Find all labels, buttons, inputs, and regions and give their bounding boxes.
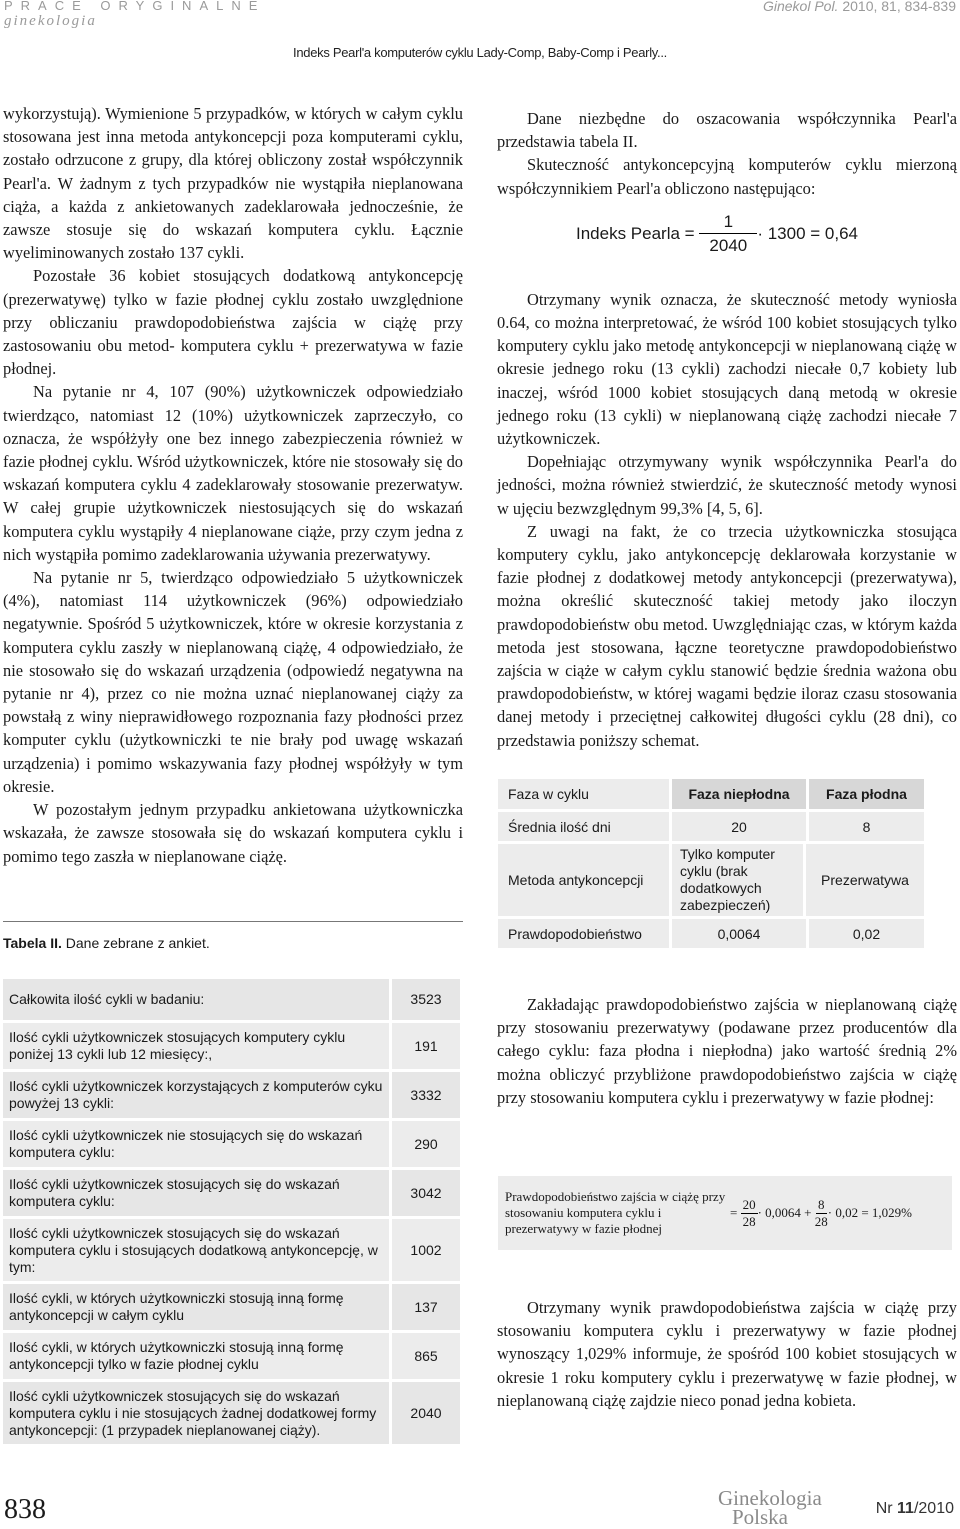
table-row-value: 3332: [389, 1072, 460, 1118]
right-column: [497, 107, 957, 752]
schema-row: [498, 919, 924, 951]
table-divider: [3, 921, 463, 922]
schema-cell: Prawdopodobieństwo: [498, 919, 672, 948]
paragraph: Na pytanie nr 5, twierdząco odpowiedziało 5 użytkowniczek (4%), natomiast 114 użytkowniczek (96%) odpowiedziało negatywnie. Spośród 5 użytkowniczek, które w okresie korzystania z komputera cyklu zaszły w nieplanowaną ciążę, 4 odpowiedziało, że nie stosowało się do wskazań urządzenia (odpowiedź negatywna na pytanie nr 4), przez co nie można uznać nieplanowanej ciąży za powstałą z winy nieprawidłowego rozpoznania fazy płodności przez komputer cyklu (użytkowniczki te nie brały pod uwagę wskazań urządzenia) i pomimo wskazywania fazy płodnej współżyły w tym okresie.: [3, 568, 463, 796]
table-row: [3, 1170, 460, 1219]
paragraph: W pozostałym jednym przypadku ankietowana użytkowniczka wskazała, że zawsze stosowała się do wskazań komputera cyklu i pomimo tego zaszła w nieplanowane ciążę.: [3, 800, 463, 866]
table-row-label: Ilość cykli użytkowniczek stosujących się do wskazań komputera cyklu:: [9, 1176, 340, 1209]
schema-header-row: [498, 779, 924, 812]
schema-header-cell: Faza w cyklu: [498, 779, 672, 809]
paragraph: Z uwagi na fakt, że co trzecia użytkowniczka stosująca komputery cyklu, jako antykoncepcję deklarowała korzystanie w fazie płodnej z dodatkowej metody antykoncepcji (prezerwatywa), można określić skuteczność takiej metody jako iloczyn prawdopodobieństw obu metod. Uwzględniając czas, w którym każda metoda jest stosowana, łączne teoretyczne prawdopodobieństwo zajścia w ciąże w całym cyklu stanowić będzie średnia ważona obu prawdopodobieństw, w której wagami będzie iloraz czasu stosowania danej metody i przeciętnej całkowitej długości cyklu (28 dni), co przedstawia poniższy schemat.: [497, 521, 957, 750]
table-row: [3, 1284, 460, 1333]
table-row-value: 865: [389, 1333, 460, 1379]
issue-number: [876, 1500, 954, 1518]
section-label: PRACE ORYGINALNE: [4, 0, 266, 13]
issue-prefix: Nr: [875, 1500, 898, 1517]
schema-cell: Metoda antykoncepcji: [498, 844, 672, 916]
table-row: [3, 1333, 460, 1382]
table-row-value: 137: [389, 1284, 460, 1330]
table-row: [3, 1382, 460, 1447]
table-row-value: 2040: [389, 1382, 460, 1444]
formula-rhs: · 1300 = 0,64: [757, 224, 858, 244]
logo-line-2: Polska: [732, 1505, 789, 1529]
paragraph: wykorzystują). Wymienione 5 przypadków, w których w całym cyklu stosowana jest inna metoda antykoncepcji poza komputerami cyklu, zostało odrzucone z grupy, dla której obliczony został współczynnik Pearl'a. W żadnym z tych przypadków nie wystąpiła nieplanowana ciąża, a każda z ankietowanych zadeklarowała jednocześnie, że zawsze stosuje się do wskazań komputera cyklu. Łącznie wyeliminowanych zostało 137 cykli.: [3, 104, 463, 263]
schema-cell: 20: [672, 812, 809, 841]
table-row-label: Ilość cykli, w których użytkowniczki stosują inną formę antykoncepcji w całym cyklu: [9, 1290, 344, 1323]
paragraph: Dopełniając otrzymywany wynik współczynnika Pearl'a do jedności, można również stwierdzić, że skuteczność metody wynosi w ujęciu bezwzględnym 99,3% [4, 5, 6].: [497, 452, 957, 518]
schema-cell: Prezerwatywa: [821, 872, 909, 888]
table-row-value: 1002: [389, 1219, 460, 1281]
table-row-value: 3523: [389, 979, 460, 1020]
paragraph: Otrzymany wynik oznacza, że skuteczność metody wyniosła 0.64, co można interpretować, że wśród 100 kobiet stosujących tylko komputery cyklu jako metodę antykoncepcji w nieplanowaną ciążę w okresie jednego roku (13 cykli) zachodzi niecałe 0,7 kobiety lub inaczej, wśród 1000 kobiet stosujących daną metodą w okresie jednego roku (13 cykli) w nieplanowaną ciążę zachodzi niecałe 7 użytkowniczek.: [497, 289, 957, 449]
page-number: 838: [4, 1494, 46, 1525]
table-caption: [3, 935, 210, 951]
logo-line-1: Ginekologia: [718, 1486, 822, 1510]
table-row: [3, 1121, 460, 1170]
journal-label: ginekologia: [4, 13, 97, 29]
schema-cell: Średnia ilość dni: [498, 812, 672, 841]
citation-detail: 2010, 81, 834-839: [838, 0, 956, 14]
schema-cell: 8: [862, 818, 871, 835]
schema-header-cell: Faza płodna: [809, 779, 924, 809]
running-title: Indeks Pearl'a komputerów cyklu Lady-Comp, Baby-Comp i Pearly...: [293, 45, 667, 60]
schema-cell: Tylko komputer cyklu (brak dodatkowych zabezpieczeń): [672, 844, 806, 916]
table-row: [3, 1023, 460, 1072]
formula2-fraction-2: [815, 1197, 828, 1230]
table-row: [3, 1072, 460, 1121]
formula-lhs: Indeks Pearla =: [575, 224, 695, 244]
journal-logo: [718, 1486, 822, 1529]
table-row-label: Ilość cykli, w których użytkowniczki stosują inną formę antykoncepcji tylko w fazie płodnej cyklu: [9, 1339, 344, 1372]
issue-year: /2010: [913, 1500, 954, 1517]
formula2-term-1: · 0,0064 +: [757, 1205, 812, 1220]
table-row-label: Ilość cykli użytkowniczek stosujących się do wskazań komputera cyklu i nie stosujących żadnej dodatkowej formy antykoncepcji: (1 przypadek nieplanowanej ciąży).: [9, 1387, 377, 1438]
formula2-num-1: 20: [742, 1196, 756, 1212]
formula-denominator: 2040: [709, 236, 748, 256]
paragraph: Zakładając prawdopodobieństwo zajścia w nieplanowaną ciążę przy stosowaniu prezerwatywy (podawane przez producentów dla całego cyklu: faza płodna i niepłodna) jako wartość średnią 2% można obliczyć przybliżone prawdopodobieństwo zajścia w ciążę przy stosowaniu komputera cyklu i prezerwatywy w fazie płodnej:: [497, 995, 957, 1107]
formula2-term-2: · 0,02 = 1,029%: [827, 1205, 913, 1220]
paragraph: Pozostałe 36 kobiet stosujących dodatkową antykoncepcję (prezerwatywę) tylko w fazie płodnej cyklu zostało uwzględnione przy obliczaniu prawdopodobieństwa zajścia w ciążę przy zastosowaniu obu metod- komputera cyklu + prezerwatywa w fazie płodnej.: [3, 266, 463, 379]
formula2-fraction-1: [741, 1197, 758, 1230]
schema-cell: 0,02: [852, 925, 881, 942]
phase-schema-table: [498, 779, 924, 951]
schema-row: [498, 812, 924, 844]
probability-formula: [730, 1197, 912, 1230]
table-row-label: Ilość cykli użytkowniczek korzystających z komputerów cyku powyżej 13 cykli:: [9, 1078, 383, 1111]
paragraph: Na pytanie nr 4, 107 (90%) użytkowniczek odpowiedziało twierdząco, natomiast 12 (10%) użytkowniczek zaprzeczyło, co oznacza, że współżyły one bez innego zabezpieczenia również w fazie płodnej cyklu. Wśród użytkowniczek, które nie stosowały się do wskazań komputera cyklu 4 zadeklarowały stosowanie prezerwatyw. W całej grupie użytkowniczek niestosujących się do wskazań komputera cyklu wystąpiły 4 nieplanowane ciąże, przy czym jedna z nich wystąpiła pomimo zadeklarowania używania prezerwatywy.: [3, 382, 463, 564]
probability-formula-box: [498, 1176, 952, 1250]
formula-numerator: 1: [699, 210, 757, 234]
table-caption-text: Dane zebrane z ankiet.: [61, 935, 210, 951]
table-row-label: Ilość cykli użytkowniczek stosujących się do wskazań komputera cyklu i stosujących dodatkową antykoncepcję, w tym:: [9, 1224, 378, 1275]
schema-row: [498, 844, 924, 919]
formula2-den-2: 28: [814, 1213, 828, 1229]
survey-data-table: [3, 979, 460, 1447]
paragraph: Dane niezbędne do oszacowania współczynnika Pearl'a przedstawia tabela II.: [497, 109, 957, 152]
journal-name: Ginekol Pol.: [762, 0, 839, 14]
table-row-label: Ilość cykli użytkowniczek nie stosujących się do wskazań komputera cyklu:: [9, 1127, 363, 1160]
table-row-value: 3042: [389, 1170, 460, 1216]
right-text-low: [497, 993, 957, 1109]
left-column: [3, 102, 463, 868]
formula2-den-1: 28: [742, 1213, 756, 1229]
table-row-value: 191: [389, 1023, 460, 1069]
probability-formula-label: Prawdopodobieństwo zajścia w ciążę przy stosowaniu komputera cyklu i prezerwatywy w fazie płodnej: [505, 1189, 726, 1236]
table-row: [3, 1219, 460, 1284]
right-text-mid: [497, 288, 957, 752]
formula-fraction: [699, 210, 757, 257]
table-row-label: Ilość cykli użytkowniczek stosujących komputery cyklu poniżej 13 cykli lub 12 miesięcy:,: [9, 1029, 346, 1062]
schema-header-cell: Faza niepłodna: [672, 779, 809, 809]
issue-num: 11: [897, 1500, 914, 1517]
formula2-num-2: 8: [818, 1196, 825, 1212]
paragraph: Otrzymany wynik prawdopodobieństwa zajścia w ciążę przy stosowaniu komputera cyklu i prezerwatywy w fazie płodnej wynoszący 1,029% informuje, że spośród 100 kobiet stosujących w okresie 1 roku komputery cyklu i prezerwatywę w fazie płodnej, w nieplanowaną ciążę zajdzie nieco ponad jedna kobieta.: [497, 1298, 957, 1410]
right-text-end: [497, 1296, 957, 1412]
table-row-label: Całkowita ilość cykli w badaniu:: [9, 991, 205, 1007]
journal-citation: [763, 0, 956, 14]
table-row: [3, 979, 460, 1023]
schema-cell: 0,0064: [672, 919, 809, 948]
table-row-value: 290: [389, 1121, 460, 1167]
right-text-top: [497, 107, 957, 200]
pearl-index-formula: [477, 204, 957, 264]
table-caption-label: Tabela II.: [3, 935, 62, 951]
paragraph: Skuteczność antykoncepcyjną komputerów cyklu mierzoną współczynnikiem Pearl'a obliczono następująco:: [497, 155, 957, 198]
formula2-eq: =: [730, 1205, 738, 1220]
